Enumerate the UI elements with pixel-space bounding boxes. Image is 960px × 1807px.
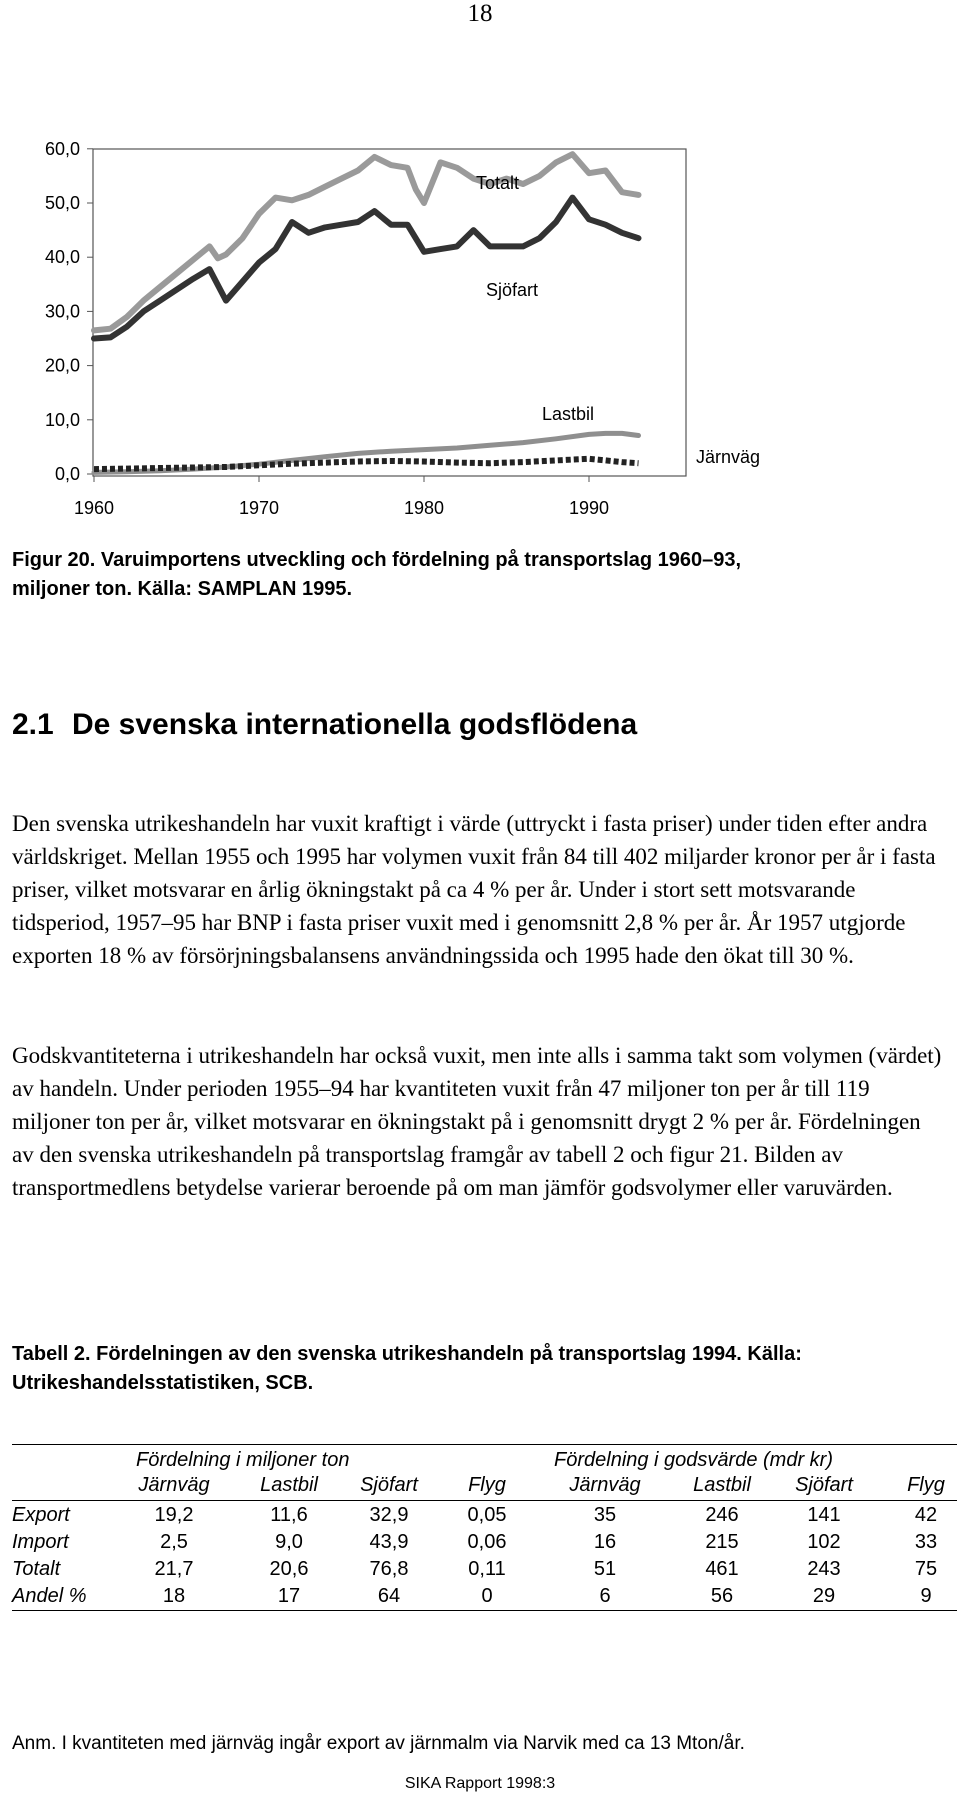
- series-line-totalt: [94, 154, 639, 330]
- table-caption-line-1: Tabell 2. Fördelningen av den svenska utrikeshandeln på transportslag 1994. Källa:: [12, 1343, 802, 1365]
- table-cell: 461: [705, 1558, 739, 1580]
- table-cell: 17: [277, 1585, 301, 1607]
- row-label: Totalt: [12, 1558, 61, 1580]
- chart-series: [94, 154, 639, 472]
- table-cell: 18: [162, 1585, 186, 1607]
- table-cell: 16: [593, 1531, 617, 1553]
- table-cell: 56: [710, 1585, 734, 1607]
- table-cell: 2,5: [160, 1531, 188, 1553]
- paragraph: [12, 807, 942, 972]
- import-chart: [0, 130, 960, 530]
- column-header: Flyg: [907, 1474, 945, 1496]
- group-header-tonnage: Fördelning i miljoner ton: [136, 1449, 350, 1471]
- section-heading: [12, 708, 637, 742]
- section-title: De svenska internationella godsflödena: [72, 708, 638, 741]
- x-tick-label: 1980: [403, 498, 445, 518]
- label-sjofart: Sjöfart: [486, 280, 539, 300]
- table-cell: 75: [914, 1558, 938, 1580]
- label-lastbil: Lastbil: [542, 404, 595, 424]
- table-cell: 0,11: [468, 1558, 506, 1580]
- x-tick-label: 1960: [73, 498, 115, 518]
- table-cell: 11,6: [270, 1504, 308, 1526]
- figure-caption-line-1: Figur 20. Varuimportens utveckling och fördelning på transportslag 1960–93,: [12, 549, 742, 571]
- table-note: Anm. I kvantiteten med järnväg ingår export av järnmalm via Narvik med ca 13 Mton/år.: [12, 1733, 745, 1754]
- column-header: Lastbil: [693, 1474, 751, 1496]
- series-line-sjfart: [94, 198, 639, 339]
- table-header-rule: [12, 1500, 957, 1501]
- table-cell: 6: [599, 1585, 611, 1607]
- table-cell: 43,9: [369, 1531, 409, 1553]
- table-cell: 21,7: [154, 1558, 194, 1580]
- table-cell: 102: [807, 1531, 841, 1553]
- y-tick-label: 50,0: [44, 193, 80, 213]
- plot-frame: [93, 149, 686, 476]
- table-cell: 0,05: [467, 1504, 507, 1526]
- chart-axes: [93, 149, 686, 476]
- table-cell: 0: [481, 1585, 493, 1607]
- table-top-rule: [12, 1444, 957, 1445]
- y-tick-label: 0,0: [54, 464, 80, 484]
- x-tick-label: 1990: [568, 498, 610, 518]
- section-number: 2.1: [12, 708, 54, 741]
- row-label: Andel %: [12, 1585, 87, 1607]
- column-header: Järnväg: [138, 1474, 210, 1496]
- column-header: Sjöfart: [795, 1474, 853, 1496]
- table-cell: 9,0: [275, 1531, 303, 1553]
- table-cell: 19,2: [154, 1504, 194, 1526]
- table-cell: 32,9: [369, 1504, 409, 1526]
- table-cell: 215: [705, 1531, 739, 1553]
- figure-caption: [12, 546, 932, 604]
- page-number: 18: [467, 0, 493, 27]
- column-header: Järnväg: [569, 1474, 641, 1496]
- table-cell: 76,8: [369, 1558, 409, 1580]
- table-cell: 33: [914, 1531, 938, 1553]
- column-header: Flyg: [468, 1474, 506, 1496]
- row-label: Export: [12, 1504, 70, 1526]
- table-caption-line-2: Utrikeshandelsstatistiken, SCB.: [12, 1372, 314, 1394]
- table-cell: 20,6: [269, 1558, 309, 1580]
- table-cell: 29: [812, 1585, 836, 1607]
- series-line-jrnvg: [94, 459, 639, 469]
- figure-caption-line-2: miljoner ton. Källa: SAMPLAN 1995.: [12, 578, 353, 600]
- table-cell: 0,06: [467, 1531, 507, 1553]
- chart-y-ticks: [45, 139, 93, 484]
- table-cell: 243: [807, 1558, 841, 1580]
- table-cell: 35: [593, 1504, 617, 1526]
- table-cell: 42: [914, 1504, 938, 1526]
- row-label: Import: [12, 1531, 69, 1553]
- column-header: Sjöfart: [360, 1474, 418, 1496]
- column-header: Lastbil: [260, 1474, 318, 1496]
- chart-x-ticks: [74, 476, 609, 518]
- y-tick-label: 40,0: [44, 247, 80, 268]
- table-cell: 141: [807, 1504, 841, 1526]
- y-tick-label: 60,0: [44, 138, 80, 159]
- table-cell: 246: [705, 1504, 739, 1526]
- x-tick-label: 1970: [238, 498, 280, 518]
- table-cell: 51: [593, 1558, 617, 1580]
- paragraph: [12, 1039, 942, 1204]
- distribution-table: [12, 1444, 957, 1624]
- group-header-value: Fördelning i godsvärde (mdr kr): [554, 1449, 833, 1471]
- table-cell: 64: [377, 1585, 401, 1607]
- y-tick-label: 20,0: [44, 355, 80, 376]
- table-cell: 9: [920, 1585, 932, 1607]
- chart-series-labels: [476, 173, 760, 467]
- y-tick-label: 10,0: [44, 409, 80, 430]
- label-totalt: Totalt: [476, 173, 520, 193]
- paragraph-text: Godskvantiteterna i utrikeshandeln har också vuxit, men inte alls i samma takt som volymen (värdet) av handeln. Under perioden 1955–94 har kvantiteten vuxit från 47 miljoner ton per år till 119 miljoner ton per år, vilket motsvarar en ökningstakt på i genomsnitt drygt 2 % per år. Fördelningen av den svenska utrikeshandeln på transportslag framgår av tabell 2 och figur 21. Bilden av transportmedlens betydelse varierar beroende på om man jämför godsvolymer eller varuvärden.: [12, 1043, 942, 1200]
- paragraph-text: Den svenska utrikeshandeln har vuxit kraftigt i värde (uttryckt i fasta priser) under tiden efter andra världskriget. Mellan 1955 och 1995 har volymen vuxit från 84 till 402 miljarder kronor per år i fasta priser, vilket motsvarar en årlig ökningstakt på ca 4 % per år. Under i stort sett motsvarande tidsperiod, 1957–95 har BNP i fasta priser vuxit med i genomsnitt 2,8 % per år. År 1957 utgjorde exporten 18 % av försörjningsbalansens användningssida och 1995 hade den ökat till 30 %.: [12, 811, 936, 968]
- y-tick-label: 30,0: [44, 301, 80, 322]
- table-bottom-rule: [12, 1610, 957, 1611]
- label-jarnvag: Järnväg: [696, 447, 761, 467]
- page-footer: SIKA Rapport 1998:3: [404, 1775, 556, 1792]
- table-caption: [12, 1340, 942, 1398]
